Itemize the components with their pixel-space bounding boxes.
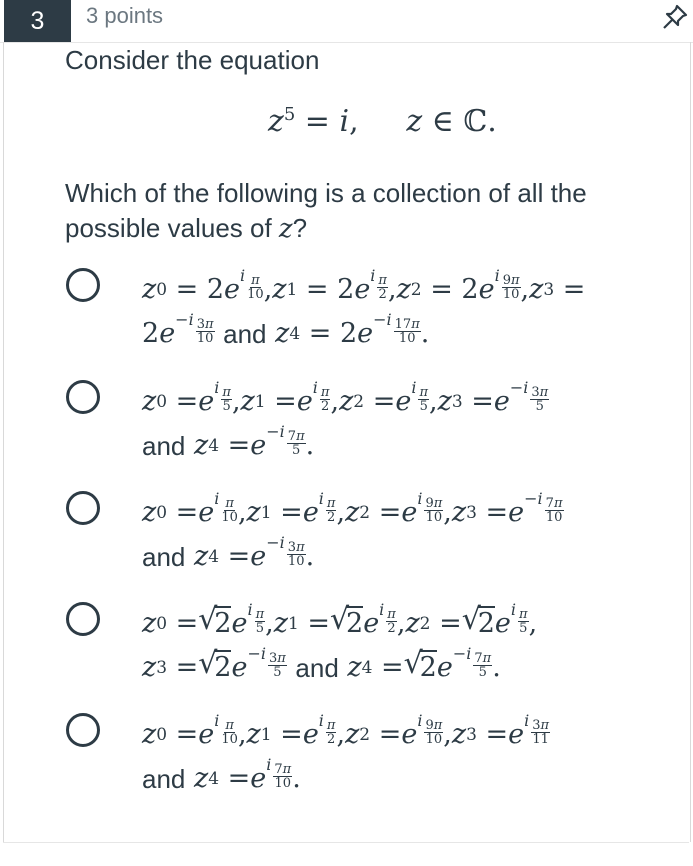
option-3-answer: z 0 = e i $\frac{\pi}{10}$ , z 1 = e i $\frac{\pi}{2}$ , z 2 = e i $\frac{9\pi}{10}$ , z 3 = e − i $\frac{7\pi}{10}$ and z 4 = e − i $\frac{3\pi}{10}$ . bbox=[142, 489, 563, 572]
option-2-answer: z 0 = e i $\frac{\pi}{5}$ , z 1 = e i $\frac{\pi}{2}$ , z 2 = e i $\frac{\pi}{5}$ , z 3 = e − i $\frac{3\pi}{5}$ and z 4 = e − i $\frac{7\pi}{5}$ . bbox=[142, 378, 549, 461]
option-4-answer: z 0 = √ 2 e i $\frac{\pi}{5}$ , z 1 = √ 2 e i $\frac{\pi}{2}$ , z 2 = √ 2 e i $\frac{\pi}{5}$ , z 3 = √ 2 e − i $\frac{3\pi}{5}$ and z 4 = √ 2 e − i $\frac{7\pi}{5}$ . bbox=[142, 600, 538, 683]
divider bbox=[3, 842, 689, 843]
option-1-radio[interactable] bbox=[66, 268, 100, 302]
option-2-radio[interactable] bbox=[66, 380, 100, 414]
option-5-answer: z 0 = e i $\frac{\pi}{10}$ , z 1 = e i $\frac{\pi}{2}$ , z 2 = e i $\frac{9\pi}{10}$ , z 3 = e i $\frac{3\pi}{11}$ and z 4 = e i $\frac{7\pi}{10}$ . bbox=[142, 711, 550, 794]
question-points: 3 points bbox=[86, 3, 164, 28]
question-number: 3 bbox=[4, 0, 71, 42]
option-5-radio[interactable] bbox=[66, 713, 100, 747]
question-text: Which of the following is a collection of all the possible values of z? bbox=[65, 178, 587, 244]
prompt-intro: Consider the equation bbox=[65, 45, 320, 75]
option-1-answer: z 0 = 2 e i $\frac{\pi}{10}$ , z 1 = 2 e i $\frac{\pi}{2}$ , z 2 = 2 e i $\frac{9\pi}{10}$ , z 3 = 2 e − i $\frac{3\pi}{10}$ and z 4 = 2 e − i $\frac{17\pi}{10}$ . bbox=[142, 266, 586, 349]
option-4-radio[interactable] bbox=[66, 602, 100, 636]
pin-icon[interactable] bbox=[660, 2, 690, 32]
question-header bbox=[0, 0, 693, 43]
option-3-radio[interactable] bbox=[66, 491, 100, 525]
equation: $z^5 = i$, z ∈ ℂ. bbox=[268, 104, 497, 139]
